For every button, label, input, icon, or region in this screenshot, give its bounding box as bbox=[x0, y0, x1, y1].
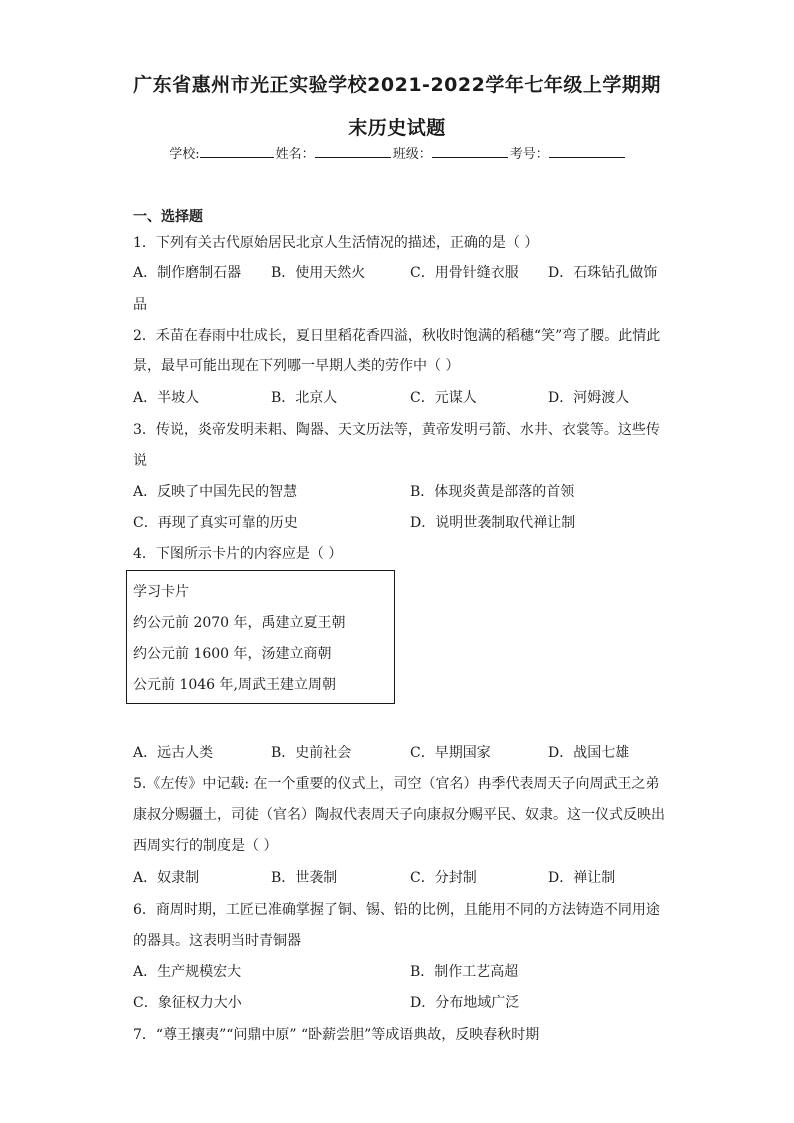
q5-option-c: C．分封制 bbox=[410, 870, 477, 886]
q1-stem: 1．下列有关古代原始居民北京人生活情况的描述，正确的是（ ） bbox=[133, 235, 539, 251]
q3-stem-line1: 3．传说，炎帝发明耒耜、陶器、天文历法等，黄帝发明弓箭、水井、衣裳等。这些传 bbox=[133, 422, 660, 438]
class-label: 班级： bbox=[392, 147, 432, 162]
q1-option-d-wrap: 品 bbox=[133, 297, 147, 313]
q5-stem-line3: 西周实行的制度是（ ） bbox=[133, 838, 278, 854]
q4-option-a: A．远古人类 bbox=[133, 745, 214, 761]
q3-option-d: D．说明世袭制取代禅让制 bbox=[410, 515, 576, 531]
q7-stem: 7．“尊王攘夷”“问鼎中原” “卧薪尝胆”等成语典故，反映春秋时期 bbox=[133, 1027, 540, 1043]
study-card-title: 学习卡片 bbox=[133, 584, 189, 600]
q5-option-d: D．禅让制 bbox=[548, 870, 616, 886]
school-label: 学校: bbox=[169, 147, 200, 162]
q2-option-a: A．半坡人 bbox=[133, 390, 200, 406]
q6-option-d: D．分布地域广泛 bbox=[410, 995, 520, 1011]
q1-option-b: B．使用天然火 bbox=[271, 265, 366, 281]
section-heading: 一、选择题 bbox=[133, 209, 203, 225]
q6-option-c: C．象征权力大小 bbox=[133, 995, 242, 1011]
number-label: 考号： bbox=[509, 147, 549, 162]
name-blank bbox=[315, 144, 391, 158]
q2-stem-line1: 2．禾苗在春雨中壮成长，夏日里稻花香四溢，秋收时饱满的稻穗“笑”弯了腰。此情此 bbox=[133, 328, 661, 344]
class-blank bbox=[432, 144, 508, 158]
exam-title-line1: 广东省惠州市光正实验学校2021-2022学年七年级上学期期 bbox=[133, 74, 661, 96]
q5-stem-line2: 康叔分赐疆土，司徒（官名）陶叔代表周天子向康叔分赐平民、奴隶。这一仪式反映出 bbox=[133, 807, 665, 823]
q6-option-b: B．制作工艺高超 bbox=[410, 964, 519, 980]
exam-title-line2: 末历史试题 bbox=[348, 117, 446, 139]
q2-option-b: B．北京人 bbox=[271, 390, 338, 406]
q2-option-c: C．元谋人 bbox=[410, 390, 477, 406]
q2-stem-line2: 景，最早可能出现在下列哪一早期人类的劳作中（ ） bbox=[133, 358, 460, 374]
q5-option-b: B．世袭制 bbox=[271, 870, 338, 886]
name-label: 姓名： bbox=[275, 147, 315, 162]
q6-stem-line1: 6．商周时期，工匠已准确掌握了铜、锡、铅的比例，且能用不同的方法铸造不同用途 bbox=[133, 902, 660, 918]
q3-option-b: B．体现炎黄是部落的首领 bbox=[410, 484, 575, 500]
q6-option-a: A．生产规模宏大 bbox=[133, 964, 242, 980]
q1-option-c: C．用骨针缝衣服 bbox=[410, 265, 519, 281]
number-blank bbox=[549, 144, 625, 158]
study-card-line: 约公元前 1600 年，汤建立商朝 bbox=[133, 646, 332, 662]
q6-stem-line2: 的器具。这表明当时青铜器 bbox=[133, 933, 301, 949]
q4-option-b: B．史前社会 bbox=[271, 745, 352, 761]
study-card-line: 公元前 1046 年,周武王建立周朝 bbox=[133, 677, 336, 693]
q4-option-d: D．战国七雄 bbox=[548, 745, 630, 761]
q5-stem-line1: 5.《左传》中记载: 在一个重要的仪式上，司空（官名）冉季代表周天子向周武王之弟 bbox=[133, 776, 660, 792]
study-card-line: 约公元前 2070 年，禹建立夏王朝 bbox=[133, 615, 346, 631]
q1-option-d: D．石珠钻孔做饰 bbox=[548, 265, 658, 281]
q2-option-d: D．河姆渡人 bbox=[548, 390, 630, 406]
q4-option-c: C．早期国家 bbox=[410, 745, 491, 761]
q3-stem-line2: 说 bbox=[133, 453, 147, 469]
q4-stem: 4．下图所示卡片的内容应是（ ） bbox=[133, 546, 343, 562]
q1-option-a: A．制作磨制石器 bbox=[133, 265, 242, 281]
student-info-row bbox=[0, 143, 794, 162]
study-card bbox=[126, 570, 395, 704]
q3-option-a: A．反映了中国先民的智慧 bbox=[133, 484, 298, 500]
q5-option-a: A．奴隶制 bbox=[133, 870, 200, 886]
q3-option-c: C．再现了真实可靠的历史 bbox=[133, 515, 298, 531]
school-blank bbox=[200, 144, 274, 158]
